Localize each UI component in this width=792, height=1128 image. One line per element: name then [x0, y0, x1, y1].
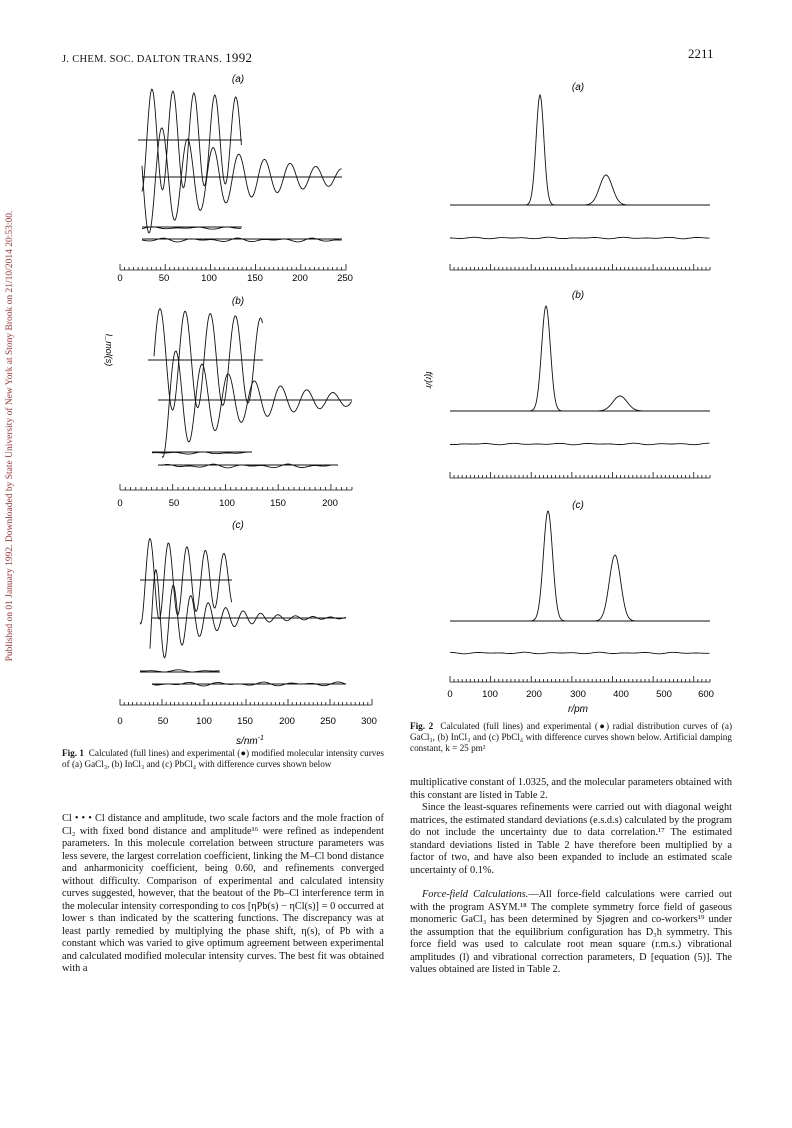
fig2c-tick-100: 100: [482, 689, 498, 700]
fig2a-curve: [450, 95, 710, 205]
fig1c-tick-200: 200: [279, 716, 295, 727]
fig2-x-label: r/pm: [568, 704, 588, 715]
fig2c-tick-0: 0: [447, 689, 453, 700]
fig1b-tick-150: 150: [270, 498, 286, 509]
right-paragraph-3-text: —All force-field calculations were carried out with the program ASYM.¹⁸ The complete symmetry force field of gaseous monomeric GaCl₃ has been determined by Sjøgren and co-workers¹⁹ under the assumption that the equilibrium configuration has D₃h symmetry. This force field was used to calculate root mean square (r.m.s.) vibrational amplitudes (l) and vibrational correction parameters, D [equation (5)]. The values obtained are listed in Table 2.: [410, 889, 732, 975]
fig1c-curves: [140, 539, 346, 686]
page-number: 2211: [688, 46, 714, 61]
fig1-y-label-text: I_mol(s): [104, 333, 114, 367]
fig1a-lower-curve: [142, 128, 342, 233]
fig2-axes: [450, 264, 710, 682]
fig1b-tick-200: 200: [322, 498, 338, 509]
fig1a-tick-250: 250: [337, 273, 353, 284]
fig1c-tick-labels: [117, 716, 377, 727]
download-watermark-text: Published on 01 January 1992. Downloaded by State University of New York at Stony Brook on 21/10/2014 20:53:00.: [5, 210, 15, 662]
right-paragraph-2: Since the least-squares refinements were carried out with diagonal weight matrices, the estimated standard deviations (e.s.d.s) calculated by the program do not include the uncertainty due to data correlation.¹⁷ The estimated standard deviations listed in Table 2 have therefore been multiplied by a factor of two, and have also been expanded to include an estimated scale uncertainty of 0.1%.: [410, 802, 732, 876]
right-text-column: [410, 777, 732, 977]
fig1c-tick-300: 300: [361, 716, 377, 727]
fig2-y-label-text: f(r)/r: [424, 371, 434, 389]
fig2c-tick-200: 200: [526, 689, 542, 700]
fig1-caption-text: Calculated (full lines) and experimental (●) modified molecular intensity curves of (a) GaCl₃, (b) InCl₃ and (c) PbCl₄ with difference curves shown below: [62, 748, 384, 770]
fig2c-tick-600: 600: [698, 689, 714, 700]
fig1-caption: [62, 748, 384, 770]
fig1-x-label-exponent: -1: [257, 735, 264, 742]
fig2c-tick-500: 500: [656, 689, 672, 700]
figure-2: [410, 60, 730, 725]
right-paragraph-3: [410, 889, 732, 977]
download-watermark: [0, 186, 20, 686]
fig2-curves: [450, 95, 710, 654]
left-text-column: [62, 813, 384, 976]
fig2c-tick-labels: [447, 689, 714, 700]
fig2-panel-label-a: (a): [571, 82, 585, 93]
fig1b-axis: [120, 484, 352, 490]
fig1a-tick-50: 50: [158, 273, 170, 284]
fig1b-tick-labels: [117, 498, 338, 509]
fig2c-difference: [450, 652, 710, 654]
fig1-panel-label-a: (a): [231, 74, 245, 85]
fig2-caption-label: Fig. 2: [410, 721, 434, 731]
fig1-y-label: [104, 334, 114, 367]
fig2-caption: [410, 721, 732, 755]
fig1b-tick-50: 50: [168, 498, 180, 509]
fig1b-tick-0: 0: [117, 498, 123, 509]
fig1a-curves: [138, 89, 342, 242]
left-paragraph-1: Cl • • • Cl distance and amplitude, two scale factors and the mole fraction of Cl₂ with fixed bond distance and amplitude¹⁶ were refined as independent parameters. In this molecule correlation between structure parameters was less severe, the largest correlation coefficient, linking the M–Cl bond distance and anharmonicity coefficient, being 0.60, and refinements converged without difficulty. Comparison of experimental and calculated intensity curves suggested, however, that the beatout of the Pb–Cl interference term in the molecular intensity corresponding to cos [ηPb(s) − ηCl(s)] = 0 occurred at lower s than indicated by the scattering functions. The discrepancy was at least partly remedied by multiplying the phase shift, η(s), of Pb with a constant which was varied to give optimum agreement between experimental and calculated modified molecular intensity curves. The best fit was obtained with a: [62, 813, 384, 974]
journal-year: 1992: [225, 50, 253, 65]
fig1a-tick-200: 200: [292, 273, 308, 284]
fig1-x-label-main: s/nm: [236, 736, 258, 747]
fig2-panel-label-c: (c): [572, 500, 584, 511]
fig1b-lower-curve: [162, 351, 352, 457]
fig2c-tick-300: 300: [570, 689, 586, 700]
fig1a-tick-labels: [117, 273, 353, 284]
fig1-caption-label: Fig. 1: [62, 748, 85, 758]
fig2b-curve: [450, 306, 710, 411]
section-heading-force-field: Force-field Calculations.: [422, 889, 529, 900]
fig1c-lower-curve: [150, 570, 346, 658]
fig2-panel-label-b: (b): [571, 290, 585, 301]
fig1c-tick-50: 50: [157, 716, 169, 727]
fig1-x-label: [236, 735, 264, 747]
fig1c-axis: [120, 699, 372, 705]
fig1c-tick-100: 100: [196, 716, 212, 727]
fig1-panel-label-c: (c): [232, 520, 244, 531]
right-paragraph-1: multiplicative constant of 1.0325, and the molecular parameters obtained with this constant are listed in Table 2.: [410, 777, 732, 801]
fig2c-curve: [450, 511, 710, 621]
fig2-y-label: [424, 372, 434, 390]
fig1c-tick-0: 0: [117, 716, 123, 727]
fig1-panel-label-b: (b): [231, 296, 245, 307]
fig2b-difference: [450, 443, 710, 445]
fig1a-tick-100: 100: [201, 273, 217, 284]
journal-name: J. CHEM. SOC. DALTON TRANS.: [62, 54, 223, 65]
fig1b-tick-100: 100: [219, 498, 235, 509]
fig1c-tick-150: 150: [237, 716, 253, 727]
fig1a-tick-0: 0: [117, 273, 123, 284]
fig2a-difference: [450, 237, 710, 239]
fig1a-axis: [120, 264, 346, 270]
fig1a-tick-150: 150: [247, 273, 263, 284]
fig1c-tick-250: 250: [320, 716, 336, 727]
figure-1: [90, 60, 380, 760]
fig2-caption-text: Calculated (full lines) and experimental (●) radial distribution curves of (a) GaCl₃, (b) InCl₃ and (c) PbCl₄ with difference curves shown below. Artificial damping constant, k = 25 pm²: [410, 721, 733, 754]
fig2c-tick-400: 400: [613, 689, 629, 700]
fig1b-curves: [148, 309, 352, 468]
